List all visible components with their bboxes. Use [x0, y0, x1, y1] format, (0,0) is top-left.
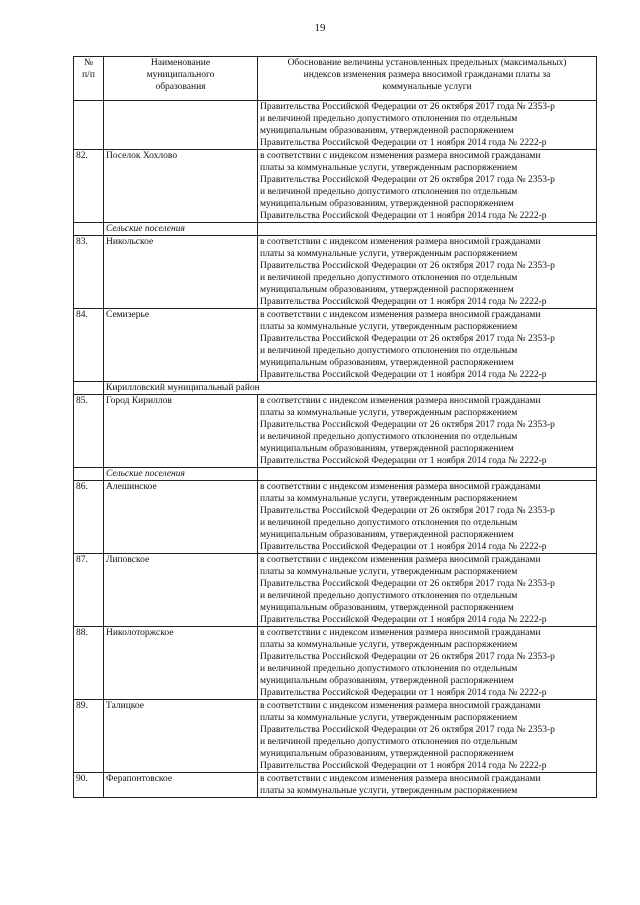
- row-name: Семизерье: [104, 309, 258, 382]
- row-name: Талицкое: [104, 700, 258, 773]
- row-name: Поселок Хохлово: [104, 150, 258, 223]
- row-number: 82.: [74, 150, 104, 223]
- row-name: Ферапонтовское: [104, 773, 258, 798]
- row-basis-text: в соответствии с индексом изменения размера вносимой гражданами платы за коммунальные услуги, утвержденным распоряжением Правительства Российской Федерации от 26 октября 2017 года № 2353-р и величиной предельно допустимого отклонения по отдельным муниципальным образованиям, утвержденной распоряжением Правительства Российской Федерации от 1 ноября 2014 года № 2222-р: [258, 309, 597, 382]
- row-number: 88.: [74, 627, 104, 700]
- table-header-row: [74, 57, 597, 101]
- row-name: Липовское: [104, 554, 258, 627]
- row-number: 85.: [74, 395, 104, 468]
- row-basis-text: Правительства Российской Федерации от 26 октября 2017 года № 2353-р и величиной предельно допустимого отклонения по отдельным муниципальным образованиям, утвержденной распоряжением Правительства Российской Федерации от 1 ноября 2014 года № 2222-р: [258, 101, 597, 150]
- table-row: [74, 700, 597, 773]
- header-number: № п/п: [74, 57, 104, 101]
- row-number: [74, 223, 104, 236]
- row-basis-text: в соответствии с индексом изменения размера вносимой гражданами платы за коммунальные услуги, утвержденным распоряжением Правительства Российской Федерации от 26 октября 2017 года № 2353-р и величиной предельно допустимого отклонения по отдельным муниципальным образованиям, утвержденной распоряжением Правительства Российской Федерации от 1 ноября 2014 года № 2222-р: [258, 554, 597, 627]
- row-basis-text: в соответствии с индексом изменения размера вносимой гражданами платы за коммунальные услуги, утвержденным распоряжением Правительства Российской Федерации от 26 октября 2017 года № 2353-р и величиной предельно допустимого отклонения по отдельным муниципальным образованиям, утвержденной распоряжением Правительства Российской Федерации от 1 ноября 2014 года № 2222-р: [258, 395, 597, 468]
- row-basis-text: [258, 468, 597, 481]
- row-number: 90.: [74, 773, 104, 798]
- row-number: 84.: [74, 309, 104, 382]
- row-basis-text: в соответствии с индексом изменения размера вносимой гражданами платы за коммунальные услуги, утвержденным распоряжением Правительства Российской Федерации от 26 октября 2017 года № 2353-р и величиной предельно допустимого отклонения по отдельным муниципальным образованиям, утвержденной распоряжением Правительства Российской Федерации от 1 ноября 2014 года № 2222-р: [258, 627, 597, 700]
- row-basis-text: в соответствии с индексом изменения размера вносимой гражданами платы за коммунальные услуги, утвержденным распоряжением Правительства Российской Федерации от 26 октября 2017 года № 2353-р и величиной предельно допустимого отклонения по отдельным муниципальным образованиям, утвержденной распоряжением Правительства Российской Федерации от 1 ноября 2014 года № 2222-р: [258, 700, 597, 773]
- section-label: Сельские поселения: [104, 468, 258, 481]
- table-row: [74, 481, 597, 554]
- row-name: Николоторжское: [104, 627, 258, 700]
- row-name: [104, 101, 258, 150]
- section-row: [74, 468, 597, 481]
- row-number: [74, 101, 104, 150]
- row-number: [74, 382, 104, 395]
- district-row: [74, 382, 597, 395]
- header-basis: Обоснование величины установленных предельных (максимальных) индексов изменения размера вносимой гражданами платы за коммунальные услуги: [258, 57, 597, 101]
- row-number: 86.: [74, 481, 104, 554]
- tariff-index-table: [73, 56, 597, 798]
- section-label: Сельские поселения: [104, 223, 258, 236]
- header-municipality: Наименование муниципального образования: [104, 57, 258, 101]
- row-basis-text: в соответствии с индексом изменения размера вносимой гражданами платы за коммунальные услуги, утвержденным распоряжением Правительства Российской Федерации от 26 октября 2017 года № 2353-р и величиной предельно допустимого отклонения по отдельным муниципальным образованиям, утвержденной распоряжением Правительства Российской Федерации от 1 ноября 2014 года № 2222-р: [258, 150, 597, 223]
- district-label: Кирилловский муниципальный район: [104, 382, 597, 395]
- row-basis-text: в соответствии с индексом изменения размера вносимой гражданами платы за коммунальные услуги, утвержденным распоряжением Правительства Российской Федерации от 26 октября 2017 года № 2353-р и величиной предельно допустимого отклонения по отдельным муниципальным образованиям, утвержденной распоряжением Правительства Российской Федерации от 1 ноября 2014 года № 2222-р: [258, 481, 597, 554]
- table-row: [74, 627, 597, 700]
- row-number: 87.: [74, 554, 104, 627]
- table-row: [74, 395, 597, 468]
- table-row: [74, 554, 597, 627]
- table-row: [74, 150, 597, 223]
- section-row: [74, 223, 597, 236]
- row-number: [74, 468, 104, 481]
- table-row: [74, 773, 597, 798]
- row-basis-text: в соответствии с индексом изменения размера вносимой гражданами платы за коммунальные услуги, утвержденным распоряжением Правительства Российской Федерации от 26 октября 2017 года № 2353-р и величиной предельно допустимого отклонения по отдельным муниципальным образованиям, утвержденной распоряжением Правительства Российской Федерации от 1 ноября 2014 года № 2222-р: [258, 236, 597, 309]
- page-number: 19: [314, 22, 326, 34]
- continuation-row: [74, 101, 597, 150]
- row-name: Алешинское: [104, 481, 258, 554]
- row-basis-text: в соответствии с индексом изменения размера вносимой гражданами платы за коммунальные услуги, утвержденным распоряжением: [258, 773, 597, 798]
- row-number: 83.: [74, 236, 104, 309]
- table-row: [74, 236, 597, 309]
- table-row: [74, 309, 597, 382]
- row-number: 89.: [74, 700, 104, 773]
- table-body: [74, 101, 597, 798]
- row-name: Город Кириллов: [104, 395, 258, 468]
- row-name: Никольское: [104, 236, 258, 309]
- row-basis-text: [258, 223, 597, 236]
